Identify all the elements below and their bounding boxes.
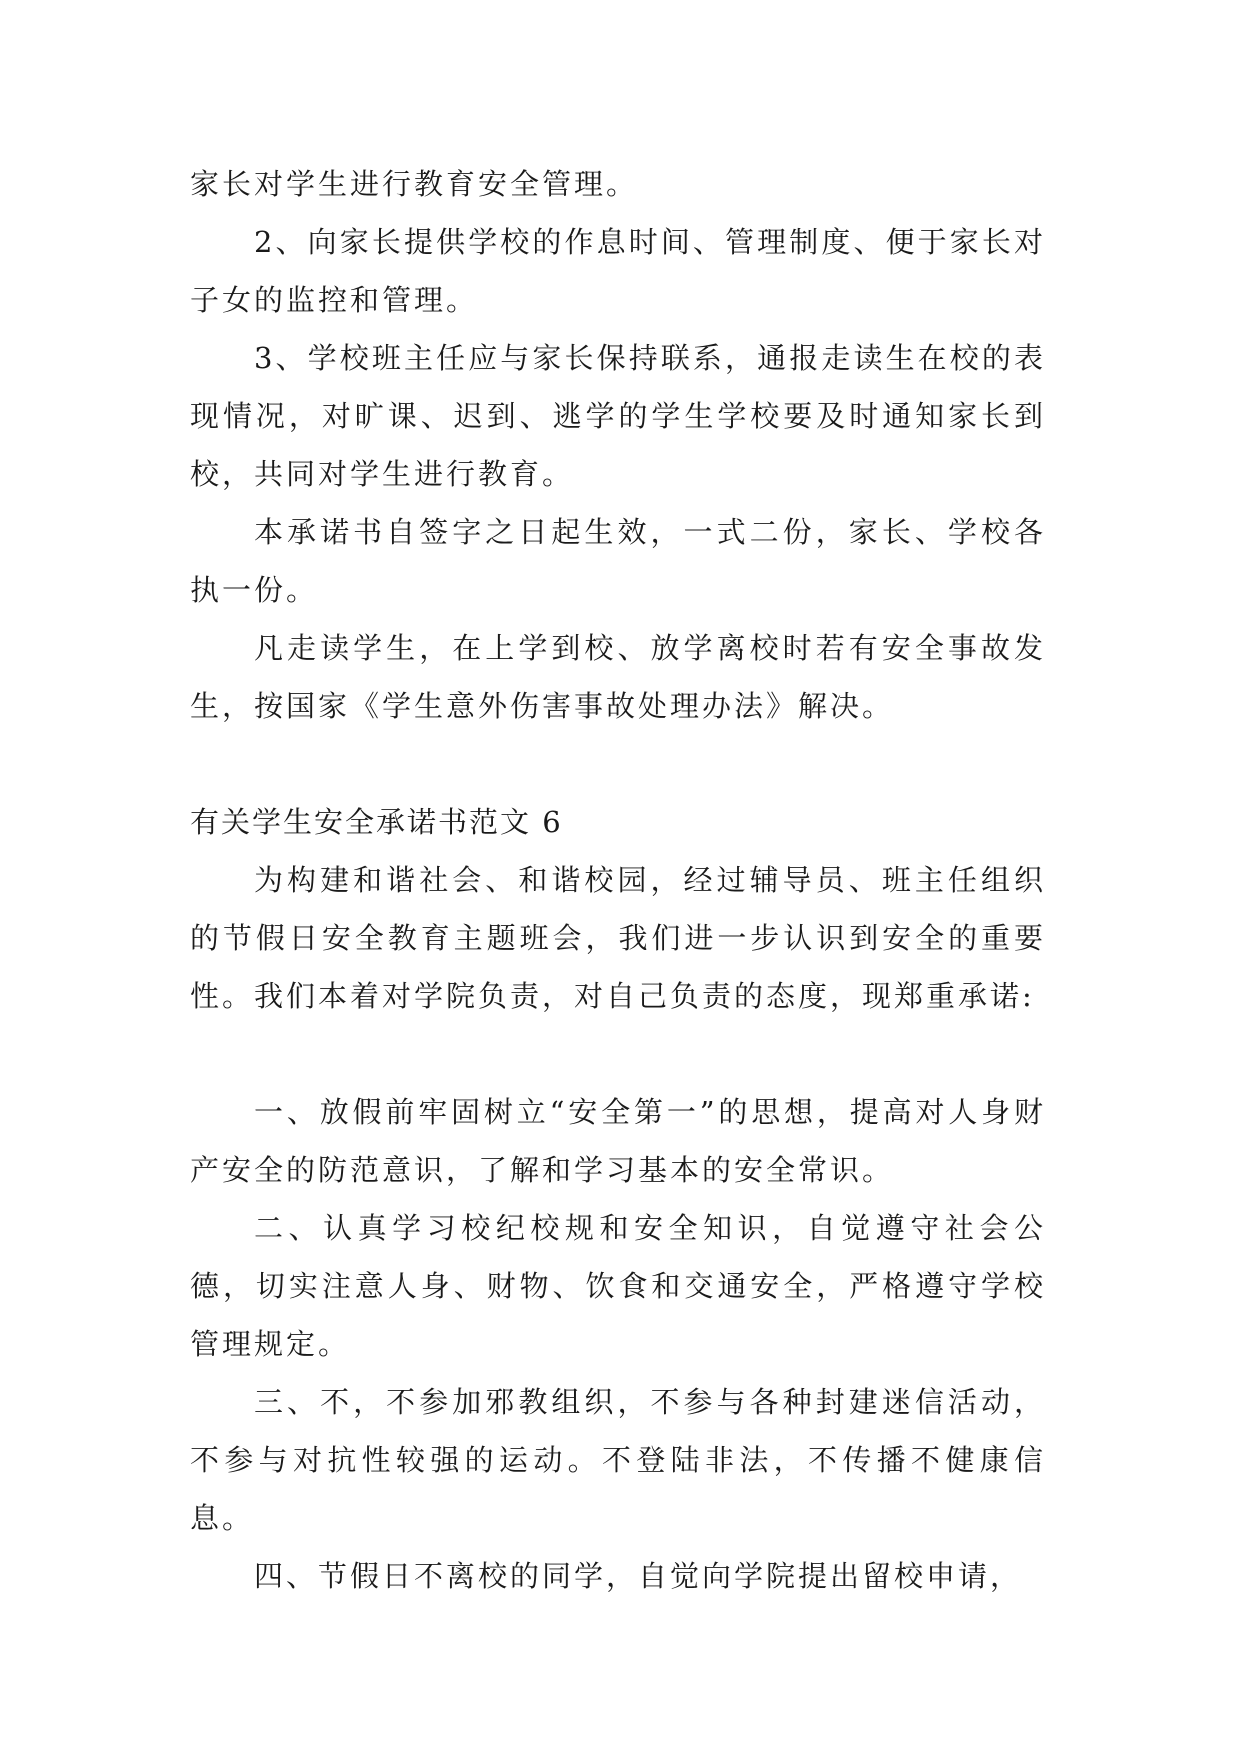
paragraph-item-2: 2、向家长提供学校的作息时间、管理制度、便于家长对子女的监控和管理。 xyxy=(190,225,1046,317)
paragraph-item-3: 3、学校班主任应与家长保持联系，通报走读生在校的表现情况，对旷课、迟到、逃学的学生学校要及时通知家长到校，共同对学生进行教育。 xyxy=(190,341,1046,491)
pledge-item-3: 三、不，不参加邪教组织，不参与各种封建迷信活动，不参与对抗性较强的运动。不登陆非法，不传播不健康信息。 xyxy=(190,1385,1046,1535)
section-intro-paragraph: 为构建和谐社会、和谐校园，经过辅导员、班主任组织的节假日安全教育主题班会，我们进一步认识到安全的重要性。我们本着对学院负责，对自己负责的态度，现郑重承诺: xyxy=(190,863,1046,1013)
paragraph-accident-clause: 凡走读学生，在上学到校、放学离校时若有安全事故发生，按国家《学生意外伤害事故处理办法》解决。 xyxy=(190,631,1046,723)
pledge-item-2: 二、认真学习校纪校规和安全知识，自觉遵守社会公德，切实注意人身、财物、饮食和交通安全，严格遵守学校管理规定。 xyxy=(190,1211,1046,1361)
pledge-item-4: 四、节假日不离校的同学，自觉向学院提出留校申请， xyxy=(254,1559,1023,1593)
pledge-item-1: 一、放假前牢固树立“安全第一”的思想，提高对人身财产安全的防范意识，了解和学习基本的安全常识。 xyxy=(190,1095,1046,1187)
section-title: 有关学生安全承诺书范文 6 xyxy=(190,805,563,839)
paragraph-effective-clause: 本承诺书自签字之日起生效，一式二份，家长、学校各执一份。 xyxy=(190,515,1046,607)
paragraph-continuation: 家长对学生进行教育安全管理。 xyxy=(190,167,639,201)
document-body xyxy=(190,155,1046,1605)
